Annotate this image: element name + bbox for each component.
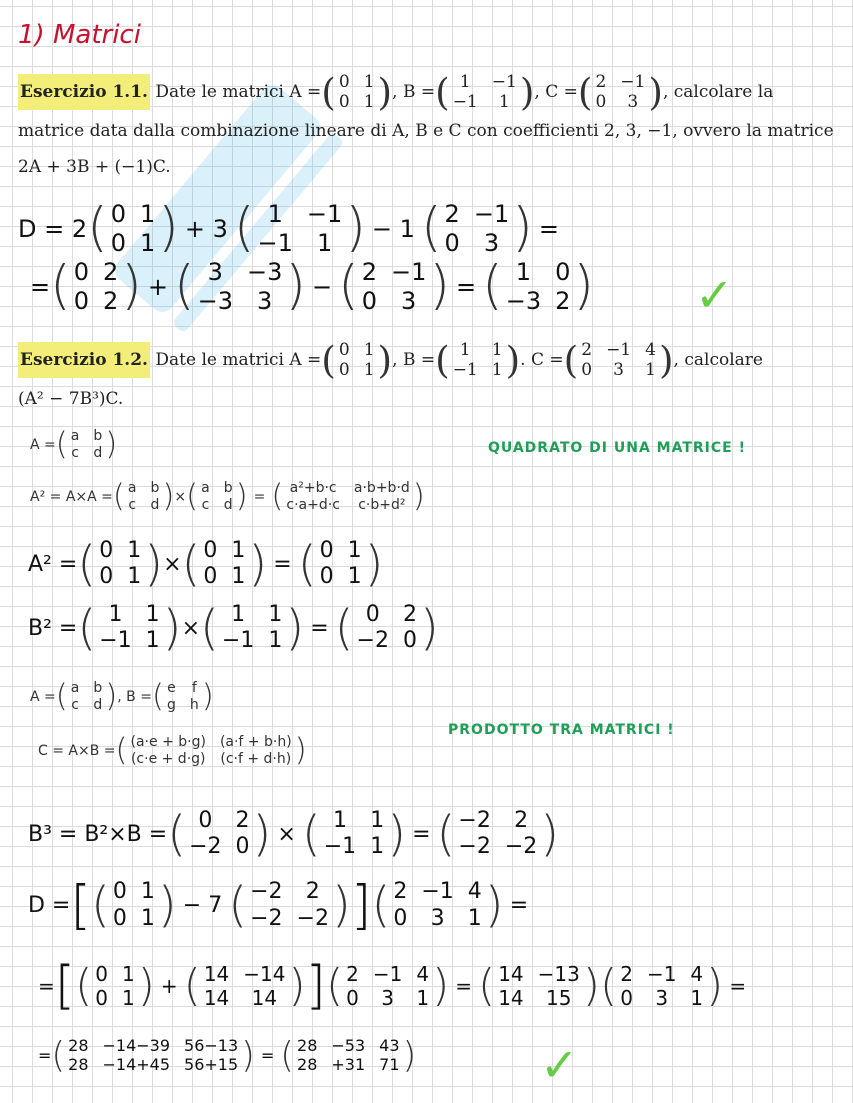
d-line-1: D = [ ( 0 1 0 1 ) − 7 ( −2 2 −2 −2 ) ] ( 2 −1 4 0 3 1 ) = [28, 875, 529, 936]
square-formula: A² = A×A = ( a b c d ) × ( a b c d ) = ( a²+b·c a·b+b·d c·a+d·c c·b+d² ) [30, 478, 425, 515]
note-square-matrix: QUADRATO DI UNA MATRICE ! [488, 440, 746, 456]
statement-line: (A² − 7B³)C. [18, 388, 124, 409]
checkmark-icon: ✓ [695, 268, 734, 322]
solution-line: D = 2 ( 0 1 0 1 ) + 3 ( 1 −1 −1 1 ) − 1 ( 2 −1 0 3 ) = [18, 197, 559, 259]
solution-line: = ( 0 2 0 2 ) + ( 3 −3 −3 3 ) − ( 2 −1 0 3 ) = ( 1 0 −3 2 ) [30, 255, 594, 317]
matrix-C: ( 2 −1 0 3 ) [577, 69, 663, 114]
exercise-label: Esercizio 1.2. [18, 342, 150, 378]
note-matrix-product: PRODOTTO TRA MATRICI ! [448, 722, 675, 738]
b-cubed-line: B³ = B²×B = ( 0 2 −2 0 ) × ( 1 1 −1 1 ) = ( −2 2 −2 −2 ) [28, 806, 560, 863]
checkmark-icon: ✓ [540, 1038, 579, 1092]
generic-matrix-definition: A = ( a b c d ) [30, 426, 118, 463]
matrix-A: ( 0 1 0 1 ) [321, 337, 393, 382]
statement-line: 2A + 3B + (−1)C. [18, 156, 171, 177]
exercise-label: Esercizio 1.1. [18, 74, 150, 110]
matrix-A: ( 0 1 0 1 ) [321, 69, 393, 114]
a-squared-line: A² = ( 0 1 0 1 ) × ( 0 1 0 1 ) = ( 0 1 0 1 ) [28, 536, 384, 593]
matrix-C: ( 2 −1 4 0 3 1 ) [563, 337, 674, 382]
exercise-1-1-statement: Esercizio 1.1. Date le matrici A = ( 0 1 0 1 ) , B = ( 1 −1 −1 1 ) , C = ( 2 −1 0 3 ) , calcolare la matrice data dalla combinazione lineare di A, B e C con coefficienti 2, 3, −1, ovvero la matrice 2A + 3B + (−1)C. [18, 72, 838, 185]
d-line-2: = [ ( 0 1 0 1 ) + ( 14 −14 14 14 ) ] ( 2 −1 4 0 3 1 ) = ( 14 −13 14 15 ) ( 2 −1 4 0 3 1 ) = [38, 956, 747, 1016]
page-title: 1) Matrici [18, 20, 141, 50]
statement-line: matrice data dalla combinazione lineare di A, B e C con coefficienti 2, 3, −1, ovvero la matrice [18, 120, 834, 141]
product-formula: C = A×B = ( (a·e + b·g) (a·f + b·h) (c·e + d·g) (c·f + d·h) ) [38, 732, 307, 769]
d-line-3: = ( 28 −14−39 56−13 28 −14+45 56+15 ) = ( 28 −53 43 28 +31 71 ) [38, 1034, 417, 1076]
exercise-1-2-statement: Esercizio 1.2. Date le matrici A = ( 0 1 0 1 ) , B = ( 1 1 −1 1 ) . C = ( 2 −1 4 0 3 1 ) , calcolare (A² − 7B³)C. [18, 340, 838, 417]
generic-matrices-definition: A = ( a b c d ) , B = ( e f g h ) [30, 678, 214, 715]
matrix-B: ( 1 1 −1 1 ) [435, 337, 521, 382]
b-squared-line: B² = ( 1 1 −1 1 ) × ( 1 1 −1 1 ) = ( 0 2 −2 0 ) [28, 600, 439, 657]
matrix-B: ( 1 −1 −1 1 ) [435, 69, 535, 114]
